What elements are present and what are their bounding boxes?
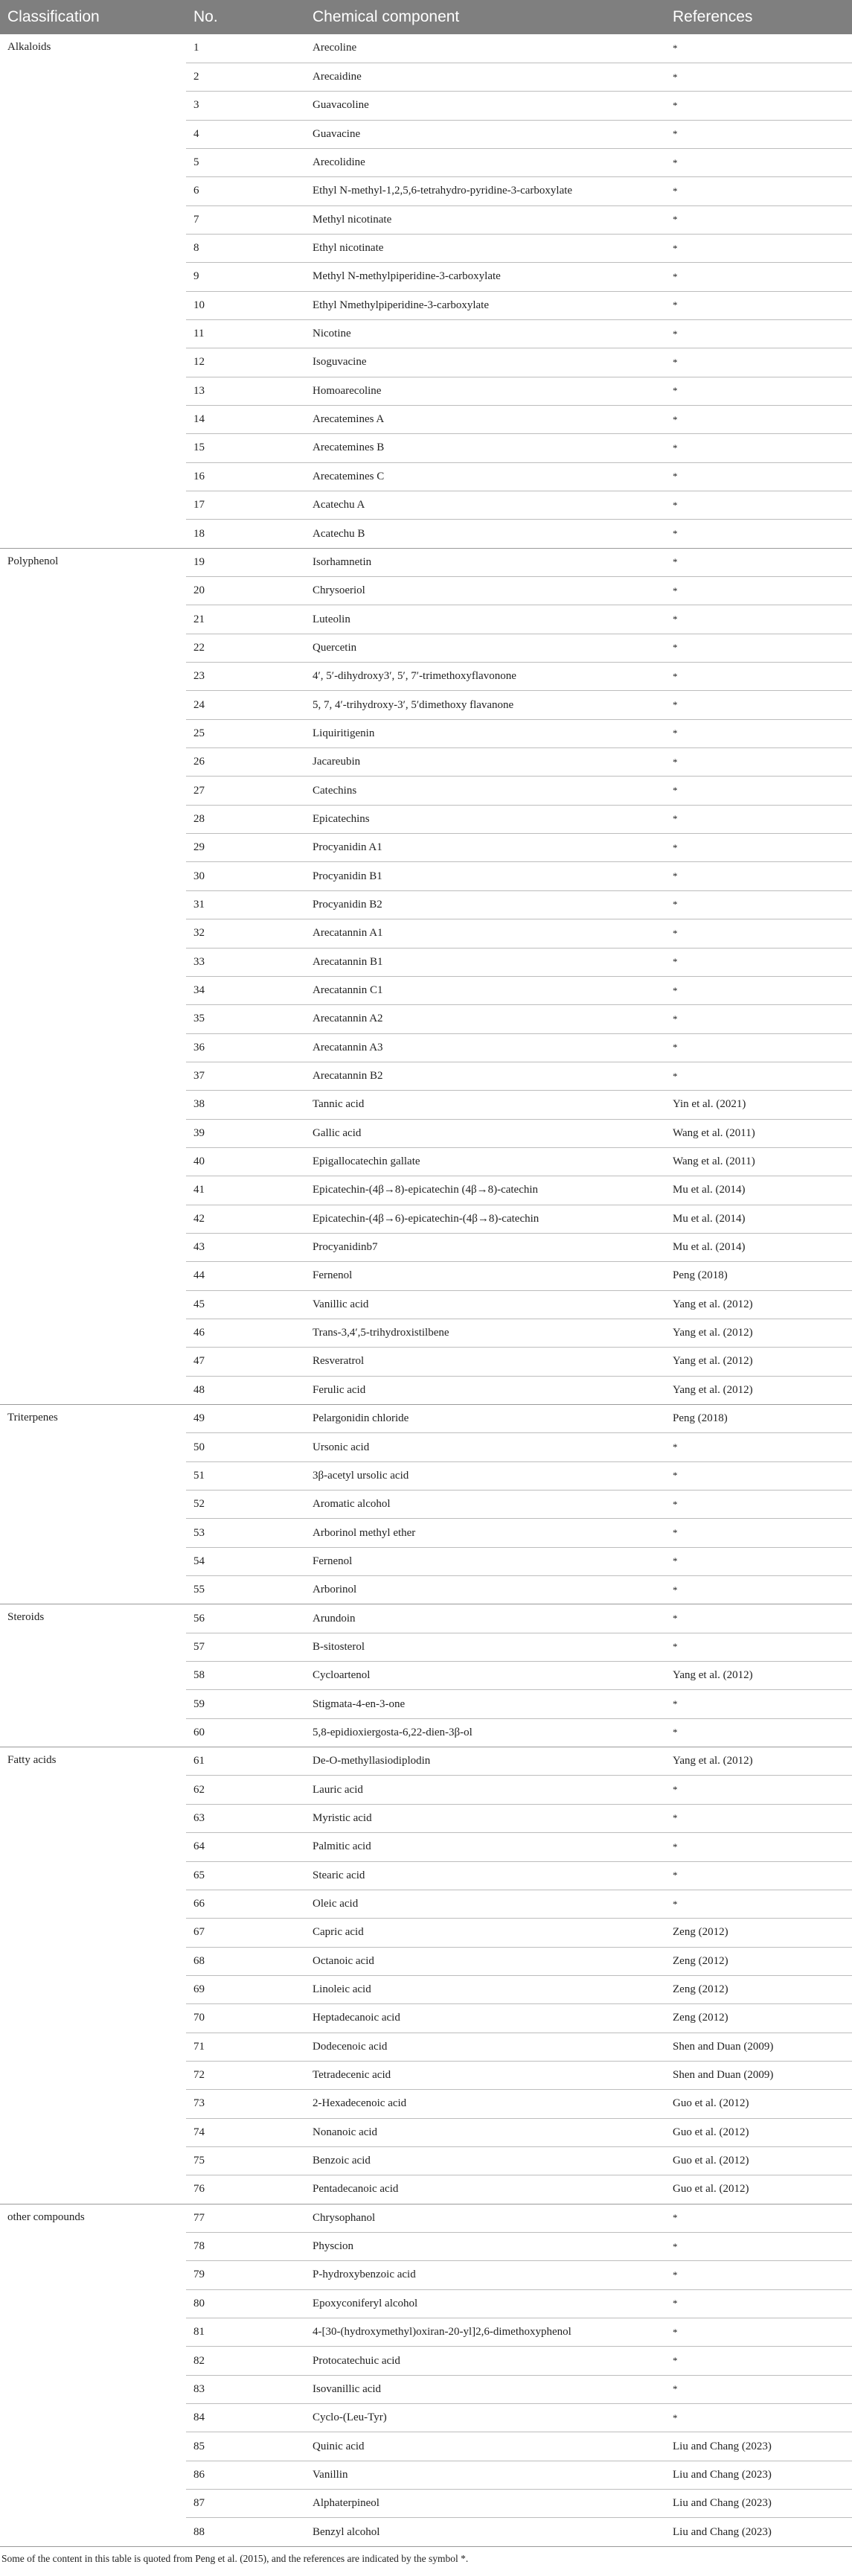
no-cell: 77 (186, 2204, 305, 2232)
reference-cell: * (665, 92, 852, 120)
component-cell: Tannic acid (305, 1091, 665, 1119)
component-cell: Stearic acid (305, 1861, 665, 1890)
no-cell: 58 (186, 1662, 305, 1690)
reference-cell: Zeng (2012) (665, 1947, 852, 1975)
no-cell: 88 (186, 2518, 305, 2546)
component-cell: Procyanidin B2 (305, 890, 665, 919)
reference-cell: Yang et al. (2012) (665, 1290, 852, 1319)
no-cell: 83 (186, 2375, 305, 2403)
reference-cell: * (665, 205, 852, 234)
component-cell: De-O-methyllasiodiplodin (305, 1747, 665, 1776)
classification-cell: Triterpenes (0, 1405, 186, 1604)
no-cell: 85 (186, 2432, 305, 2461)
no-cell: 34 (186, 976, 305, 1004)
reference-cell: Mu et al. (2014) (665, 1176, 852, 1205)
reference-cell: Mu et al. (2014) (665, 1233, 852, 1261)
reference-cell: Yang et al. (2012) (665, 1376, 852, 1404)
reference-cell: Wang et al. (2011) (665, 1119, 852, 1147)
no-cell: 56 (186, 1604, 305, 1633)
component-cell: Benzyl alcohol (305, 2518, 665, 2546)
no-cell: 79 (186, 2261, 305, 2289)
reference-cell: * (665, 234, 852, 262)
reference-cell: * (665, 319, 852, 348)
component-cell: Arecaidine (305, 63, 665, 91)
reference-cell: * (665, 1005, 852, 1033)
component-cell: Homoarecoline (305, 377, 665, 405)
component-cell: Vanillic acid (305, 1290, 665, 1319)
reference-cell: * (665, 1833, 852, 1861)
header-row (0, 0, 852, 34)
no-cell: 80 (186, 2289, 305, 2318)
table-footnote: Some of the content in this table is quoted from Peng et al. (2015), and the references are indicated by the symbol *. (1, 2552, 469, 2564)
component-cell: Linoleic acid (305, 1975, 665, 2003)
no-cell: 21 (186, 605, 305, 634)
reference-cell: * (665, 1033, 852, 1062)
no-cell: 60 (186, 1718, 305, 1747)
component-cell: Protocatechuic acid (305, 2347, 665, 2375)
reference-cell: Shen and Duan (2009) (665, 2033, 852, 2061)
no-cell: 39 (186, 1119, 305, 1147)
component-cell: Arecatannin A2 (305, 1005, 665, 1033)
no-cell: 6 (186, 177, 305, 205)
reference-cell: * (665, 1776, 852, 1804)
reference-cell: * (665, 1861, 852, 1890)
table-header (0, 0, 852, 34)
component-cell: Isorhamnetin (305, 548, 665, 576)
no-cell: 28 (186, 805, 305, 833)
no-cell: 32 (186, 919, 305, 948)
reference-cell: Liu and Chang (2023) (665, 2490, 852, 2518)
component-cell: Epigallocatechin gallate (305, 1147, 665, 1176)
no-cell: 76 (186, 2175, 305, 2204)
component-cell: Guavacoline (305, 92, 665, 120)
component-cell: Pentadecanoic acid (305, 2175, 665, 2204)
no-cell: 73 (186, 2090, 305, 2118)
component-cell: Ethyl Nmethylpiperidine-3-carboxylate (305, 291, 665, 319)
reference-cell: Yin et al. (2021) (665, 1091, 852, 1119)
reference-cell: Wang et al. (2011) (665, 1147, 852, 1176)
component-cell: Β-sitosterol (305, 1633, 665, 1661)
reference-cell: * (665, 1690, 852, 1718)
component-cell: 5, 7, 4′-trihydroxy-3′, 5′dimethoxy flavanone (305, 691, 665, 719)
no-cell: 16 (186, 462, 305, 491)
component-cell: Arecolidine (305, 148, 665, 176)
no-cell: 23 (186, 663, 305, 691)
component-cell: Dodecenoic acid (305, 2033, 665, 2061)
reference-cell: * (665, 63, 852, 91)
component-cell: Methyl N-methylpiperidine-3-carboxylate (305, 263, 665, 291)
reference-cell: * (665, 691, 852, 719)
reference-cell: * (665, 34, 852, 63)
component-cell: Arecatannin C1 (305, 976, 665, 1004)
reference-cell: * (665, 748, 852, 777)
reference-cell: * (665, 777, 852, 805)
no-cell: 78 (186, 2232, 305, 2260)
reference-cell: Shen and Duan (2009) (665, 2061, 852, 2089)
reference-cell: Guo et al. (2012) (665, 2118, 852, 2146)
no-cell: 18 (186, 520, 305, 548)
table-row (0, 548, 852, 576)
reference-cell: * (665, 405, 852, 433)
table-row (0, 1604, 852, 1633)
no-cell: 2 (186, 63, 305, 91)
reference-cell: Peng (2018) (665, 1262, 852, 1290)
component-cell: P-hydroxybenzoic acid (305, 2261, 665, 2289)
component-cell: Arundoin (305, 1604, 665, 1633)
classification-cell: Alkaloids (0, 34, 186, 548)
reference-cell: * (665, 577, 852, 605)
component-cell: 5,8-epidioxiergosta-6,22-dien-3β-ol (305, 1718, 665, 1747)
no-cell: 4 (186, 120, 305, 148)
no-cell: 47 (186, 1348, 305, 1376)
reference-cell: * (665, 1604, 852, 1633)
no-cell: 11 (186, 319, 305, 348)
no-cell: 59 (186, 1690, 305, 1718)
reference-cell: * (665, 377, 852, 405)
no-cell: 44 (186, 1262, 305, 1290)
no-cell: 46 (186, 1319, 305, 1347)
no-cell: 12 (186, 348, 305, 377)
no-cell: 35 (186, 1005, 305, 1033)
component-cell: Epoxyconiferyl alcohol (305, 2289, 665, 2318)
reference-cell: Guo et al. (2012) (665, 2175, 852, 2204)
table-row (0, 1747, 852, 1776)
reference-cell: * (665, 1804, 852, 1832)
no-cell: 69 (186, 1975, 305, 2003)
reference-cell: * (665, 2318, 852, 2347)
no-cell: 63 (186, 1804, 305, 1832)
component-cell: Fernenol (305, 1547, 665, 1575)
component-cell: Epicatechin-(4β→6)-epicatechin-(4β→8)-catechin (305, 1205, 665, 1233)
reference-cell: * (665, 634, 852, 662)
component-cell: Nonanoic acid (305, 2118, 665, 2146)
no-cell: 40 (186, 1147, 305, 1176)
no-cell: 17 (186, 491, 305, 520)
no-cell: 70 (186, 2004, 305, 2033)
header-classification: Classification (0, 0, 186, 34)
component-cell: Stigmata-4-en-3-one (305, 1690, 665, 1718)
reference-cell: * (665, 2261, 852, 2289)
classification-cell: Fatty acids (0, 1747, 186, 2204)
reference-cell: * (665, 1547, 852, 1575)
component-cell: Chrysoeriol (305, 577, 665, 605)
component-cell: Jacareubin (305, 748, 665, 777)
reference-cell: Zeng (2012) (665, 1975, 852, 2003)
reference-cell: * (665, 2347, 852, 2375)
component-cell: Capric acid (305, 1919, 665, 1947)
component-cell: Procyanidin A1 (305, 834, 665, 862)
no-cell: 26 (186, 748, 305, 777)
component-cell: 3β-acetyl ursolic acid (305, 1461, 665, 1490)
reference-cell: * (665, 2289, 852, 2318)
reference-cell: Zeng (2012) (665, 1919, 852, 1947)
no-cell: 67 (186, 1919, 305, 1947)
reference-cell: * (665, 491, 852, 520)
no-cell: 24 (186, 691, 305, 719)
reference-cell: Liu and Chang (2023) (665, 2461, 852, 2489)
no-cell: 41 (186, 1176, 305, 1205)
component-cell: Catechins (305, 777, 665, 805)
no-cell: 74 (186, 2118, 305, 2146)
component-cell: Pelargonidin chloride (305, 1405, 665, 1433)
no-cell: 10 (186, 291, 305, 319)
no-cell: 1 (186, 34, 305, 63)
no-cell: 13 (186, 377, 305, 405)
no-cell: 53 (186, 1519, 305, 1547)
no-cell: 5 (186, 148, 305, 176)
component-cell: 4′, 5′-dihydroxy3′, 5′, 7′-trimethoxyflavonone (305, 663, 665, 691)
no-cell: 37 (186, 1062, 305, 1090)
no-cell: 38 (186, 1091, 305, 1119)
component-cell: Myristic acid (305, 1804, 665, 1832)
component-cell: Arecatemines B (305, 434, 665, 462)
reference-cell: Guo et al. (2012) (665, 2146, 852, 2175)
reference-cell: * (665, 291, 852, 319)
component-cell: Epicatechin-(4β→8)-epicatechin (4β→8)-catechin (305, 1176, 665, 1205)
reference-cell: Yang et al. (2012) (665, 1747, 852, 1776)
no-cell: 36 (186, 1033, 305, 1062)
component-cell: Cyclo-(Leu-Tyr) (305, 2404, 665, 2432)
component-cell: Arborinol methyl ether (305, 1519, 665, 1547)
component-cell: Arecatannin B1 (305, 948, 665, 976)
reference-cell: * (665, 263, 852, 291)
reference-cell: * (665, 1491, 852, 1519)
component-cell: Acatechu B (305, 520, 665, 548)
component-cell: Arecatannin A3 (305, 1033, 665, 1062)
no-cell: 7 (186, 205, 305, 234)
no-cell: 86 (186, 2461, 305, 2489)
reference-cell: * (665, 2375, 852, 2403)
component-cell: Arecoline (305, 34, 665, 63)
component-cell: Chrysophanol (305, 2204, 665, 2232)
component-cell: Nicotine (305, 319, 665, 348)
no-cell: 48 (186, 1376, 305, 1404)
reference-cell: * (665, 1519, 852, 1547)
component-cell: Ethyl nicotinate (305, 234, 665, 262)
no-cell: 51 (186, 1461, 305, 1490)
no-cell: 57 (186, 1633, 305, 1661)
component-cell: Aromatic alcohol (305, 1491, 665, 1519)
reference-cell: * (665, 2404, 852, 2432)
component-cell: Guavacine (305, 120, 665, 148)
component-cell: Isoguvacine (305, 348, 665, 377)
no-cell: 8 (186, 234, 305, 262)
component-cell: Tetradecenic acid (305, 2061, 665, 2089)
no-cell: 30 (186, 862, 305, 890)
no-cell: 22 (186, 634, 305, 662)
reference-cell: * (665, 1633, 852, 1661)
component-cell: Fernenol (305, 1262, 665, 1290)
component-cell: Procyanidin B1 (305, 862, 665, 890)
component-cell: Luteolin (305, 605, 665, 634)
no-cell: 65 (186, 1861, 305, 1890)
component-cell: Methyl nicotinate (305, 205, 665, 234)
table-row (0, 2204, 852, 2232)
no-cell: 82 (186, 2347, 305, 2375)
no-cell: 9 (186, 263, 305, 291)
component-cell: Resveratrol (305, 1348, 665, 1376)
component-cell: Liquiritigenin (305, 719, 665, 747)
no-cell: 42 (186, 1205, 305, 1233)
reference-cell: Liu and Chang (2023) (665, 2432, 852, 2461)
header-component: Chemical component (305, 0, 665, 34)
reference-cell: * (665, 120, 852, 148)
reference-cell: * (665, 1576, 852, 1604)
component-cell: Isovanillic acid (305, 2375, 665, 2403)
reference-cell: * (665, 1718, 852, 1747)
component-cell: Heptadecanoic acid (305, 2004, 665, 2033)
no-cell: 52 (186, 1491, 305, 1519)
no-cell: 81 (186, 2318, 305, 2347)
classification-cell: Polyphenol (0, 548, 186, 1404)
reference-cell: * (665, 805, 852, 833)
no-cell: 33 (186, 948, 305, 976)
reference-cell: Peng (2018) (665, 1405, 852, 1433)
no-cell: 71 (186, 2033, 305, 2061)
no-cell: 43 (186, 1233, 305, 1261)
component-cell: Procyanidinb7 (305, 1233, 665, 1261)
no-cell: 72 (186, 2061, 305, 2089)
reference-cell: * (665, 434, 852, 462)
no-cell: 87 (186, 2490, 305, 2518)
header-no: No. (186, 0, 305, 34)
no-cell: 66 (186, 1890, 305, 1918)
component-cell: Ursonic acid (305, 1433, 665, 1461)
no-cell: 61 (186, 1747, 305, 1776)
no-cell: 20 (186, 577, 305, 605)
no-cell: 45 (186, 1290, 305, 1319)
reference-cell: Yang et al. (2012) (665, 1348, 852, 1376)
reference-cell: * (665, 548, 852, 576)
header-references: References (665, 0, 852, 34)
reference-cell: Liu and Chang (2023) (665, 2518, 852, 2546)
no-cell: 15 (186, 434, 305, 462)
component-cell: 2-Hexadecenoic acid (305, 2090, 665, 2118)
component-cell: Oleic acid (305, 1890, 665, 1918)
component-cell: Arecatannin A1 (305, 919, 665, 948)
component-cell: Quercetin (305, 634, 665, 662)
component-cell: Lauric acid (305, 1776, 665, 1804)
table-row (0, 1405, 852, 1433)
reference-cell: Yang et al. (2012) (665, 1319, 852, 1347)
component-cell: Benzoic acid (305, 2146, 665, 2175)
component-cell: Acatechu A (305, 491, 665, 520)
reference-cell: * (665, 719, 852, 747)
reference-cell: Guo et al. (2012) (665, 2090, 852, 2118)
component-cell: Ethyl N-methyl-1,2,5,6-tetrahydro-pyridine-3-carboxylate (305, 177, 665, 205)
reference-cell: * (665, 348, 852, 377)
no-cell: 75 (186, 2146, 305, 2175)
no-cell: 19 (186, 548, 305, 576)
no-cell: 68 (186, 1947, 305, 1975)
classification-cell: other compounds (0, 2204, 186, 2546)
no-cell: 25 (186, 719, 305, 747)
reference-cell: * (665, 663, 852, 691)
reference-cell: * (665, 834, 852, 862)
no-cell: 55 (186, 1576, 305, 1604)
no-cell: 54 (186, 1547, 305, 1575)
component-cell: Vanillin (305, 2461, 665, 2489)
reference-cell: Zeng (2012) (665, 2004, 852, 2033)
component-cell: Epicatechins (305, 805, 665, 833)
reference-cell: * (665, 462, 852, 491)
no-cell: 64 (186, 1833, 305, 1861)
reference-cell: * (665, 177, 852, 205)
reference-cell: * (665, 1062, 852, 1090)
component-cell: Arecatemines A (305, 405, 665, 433)
reference-cell: Yang et al. (2012) (665, 1662, 852, 1690)
table-body (0, 34, 852, 2546)
no-cell: 84 (186, 2404, 305, 2432)
reference-cell: * (665, 1890, 852, 1918)
component-cell: Physcion (305, 2232, 665, 2260)
no-cell: 3 (186, 92, 305, 120)
component-cell: Palmitic acid (305, 1833, 665, 1861)
table-row (0, 34, 852, 63)
no-cell: 14 (186, 405, 305, 433)
reference-cell: * (665, 1433, 852, 1461)
reference-cell: * (665, 948, 852, 976)
component-cell: 4-[30-(hydroxymethyl)oxiran-20-yl]2,6-dimethoxyphenol (305, 2318, 665, 2347)
component-cell: Octanoic acid (305, 1947, 665, 1975)
component-cell: Ferulic acid (305, 1376, 665, 1404)
reference-cell: * (665, 2232, 852, 2260)
component-cell: Gallic acid (305, 1119, 665, 1147)
reference-cell: * (665, 862, 852, 890)
no-cell: 62 (186, 1776, 305, 1804)
reference-cell: * (665, 1461, 852, 1490)
component-cell: Alphaterpineol (305, 2490, 665, 2518)
component-cell: Arborinol (305, 1576, 665, 1604)
reference-cell: Mu et al. (2014) (665, 1205, 852, 1233)
no-cell: 50 (186, 1433, 305, 1461)
reference-cell: * (665, 919, 852, 948)
reference-cell: * (665, 605, 852, 634)
classification-cell: Steroids (0, 1604, 186, 1747)
reference-cell: * (665, 520, 852, 548)
component-cell: Trans-3,4′,5-trihydroxistilbene (305, 1319, 665, 1347)
component-cell: Arecatemines C (305, 462, 665, 491)
reference-cell: * (665, 2204, 852, 2232)
reference-cell: * (665, 890, 852, 919)
component-cell: Cycloartenol (305, 1662, 665, 1690)
no-cell: 49 (186, 1405, 305, 1433)
no-cell: 29 (186, 834, 305, 862)
component-cell: Quinic acid (305, 2432, 665, 2461)
no-cell: 31 (186, 890, 305, 919)
no-cell: 27 (186, 777, 305, 805)
reference-cell: * (665, 148, 852, 176)
reference-cell: * (665, 976, 852, 1004)
component-cell: Arecatannin B2 (305, 1062, 665, 1090)
